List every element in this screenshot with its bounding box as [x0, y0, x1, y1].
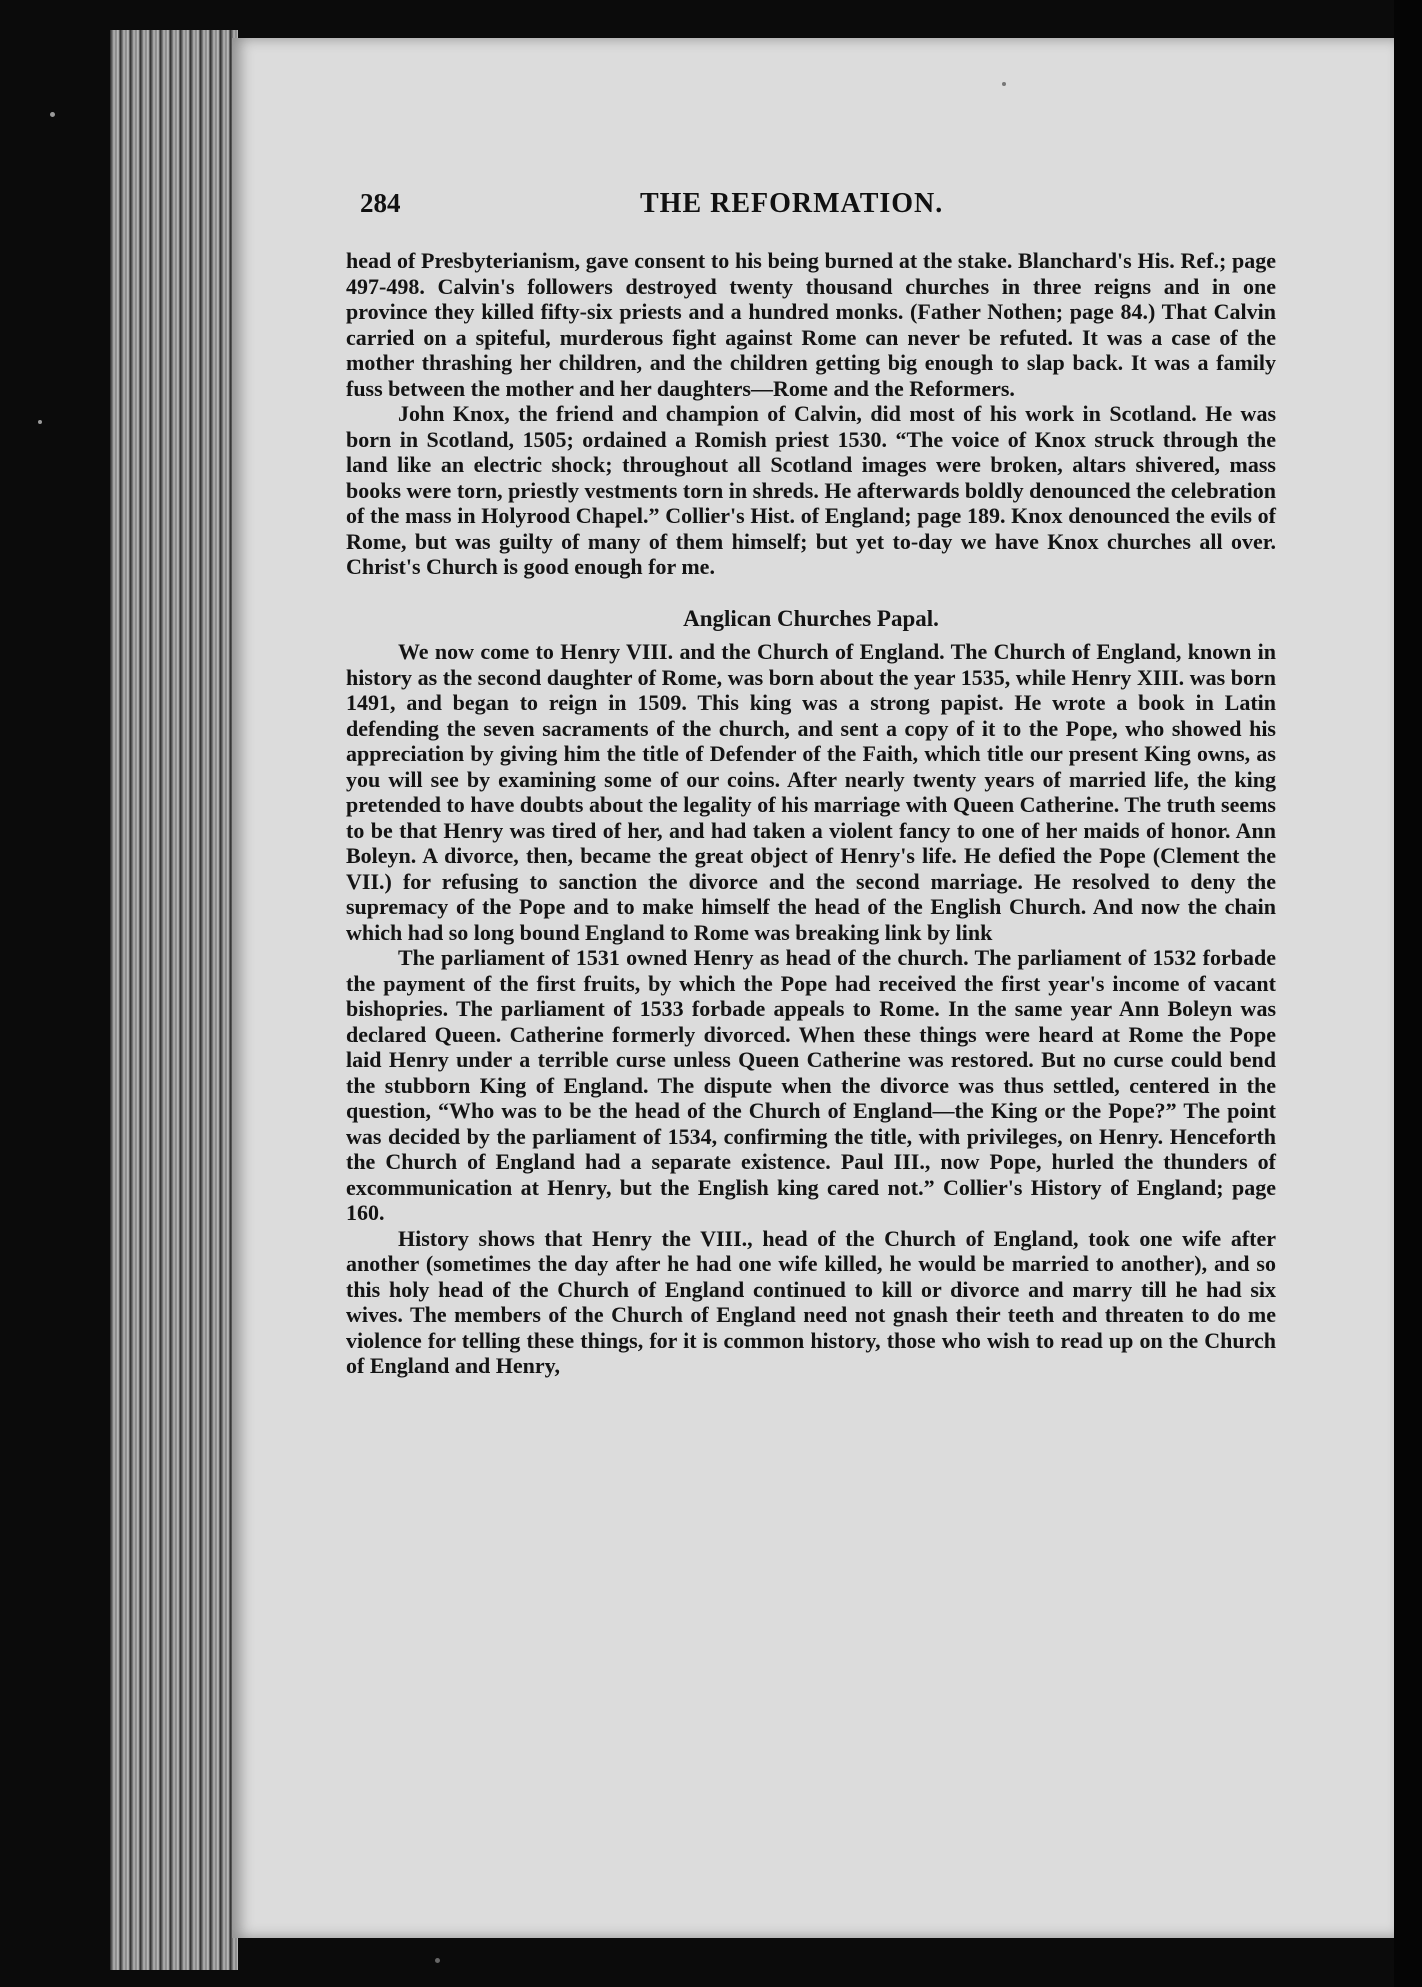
- dust-speck: [38, 420, 42, 424]
- paragraph: John Knox, the friend and champion of Calvin, did most of his work in Scotland. He was born in Scotland, 1505; ordained a Romish priest 1530. “The voice of Knox struck through the land like an electric shock; throughout all Scotland images were broken, altars shivered, mass books were torn, priestly vestments torn in shreds. He afterwards boldly denounced the celebration of the mass in Holyrood Chapel.” Collier's Hist. of England; page 189. Knox denounced the evils of Rome, but was guilty of many of them himself; but yet to-day we have Knox churches all over. Christ's Church is good enough for me.: [346, 401, 1276, 579]
- page-number: 284: [360, 188, 401, 218]
- facing-page-edge: [1394, 0, 1422, 1987]
- paragraph: head of Presbyterianism, gave consent to his being burned at the stake. Blanchard's His. Ref.; page 497-498. Calvin's followers destroyed twenty thousand churches in three reigns and in one province they killed fifty-six priests and a hundred monks. (Father Nothen; page 84.) That Calvin carried on a spiteful, murderous fight against Rome can never be refuted. It was a case of the mother thrashing her children, and the children getting big enough to slap back. It was a family fuss between the mother and her daughters—Rome and the Reformers.: [346, 248, 1276, 401]
- dust-speck: [1002, 82, 1006, 86]
- book-page-edges: [110, 30, 238, 1970]
- dust-speck: [435, 1958, 440, 1963]
- section-heading: Anglican Churches Papal.: [683, 605, 939, 631]
- running-title: THE REFORMATION.: [640, 188, 944, 219]
- paragraph: We now come to Henry VIII. and the Church of England. The Church of England, known in history as the second daughter of Rome, was born about the year 1535, while Henry XIII. was born 1491, and began to reign in 1509. This king was a strong papist. He wrote a book in Latin defending the seven sacraments of the church, and sent a copy of it to the Pope, who showed his appreciation by giving him the title of Defender of the Faith, which title our present King owns, as you will see by examining some of our coins. After nearly twenty years of married life, the king pretended to have doubts about the legality of his marriage with Queen Catherine. The truth seems to be that Henry was tired of her, and had taken a violent fancy to one of her maids of honor. Ann Boleyn. A divorce, then, became the great object of Henry's life. He defied the Pope (Clement the VII.) for refusing to sanction the divorce and the second marriage. He resolved to deny the supremacy of the Pope and to make himself the head of the English Church. And now the chain which had so long bound England to Rome was breaking link by link: [346, 639, 1276, 945]
- dust-speck: [50, 112, 55, 117]
- paragraph: History shows that Henry the VIII., head of the Church of England, took one wife after another (sometimes the day after he had one wife killed, he would be married to another), and so this holy head of the Church of England continued to kill or divorce and marry till he had six wives. The members of the Church of England need not gnash their teeth and threaten to do me violence for telling these things, for it is common history, those who wish to read up on the Church of England and Henry,: [346, 1225, 1276, 1378]
- page-body: [346, 248, 1276, 1379]
- paragraph: The parliament of 1531 owned Henry as head of the church. The parliament of 1532 forbade the payment of the first fruits, by which the Pope had received the first year's income of vacant bishopries. The parliament of 1533 forbade appeals to Rome. In the same year Ann Boleyn was declared Queen. Catherine formerly divorced. When these things were heard at Rome the Pope laid Henry under a terrible curse unless Queen Catherine was restored. But no curse could bend the stubborn King of England. The dispute when the divorce was thus settled, centered in the question, “Who was to be the head of the Church of England—the King or the Pope?” The point was decided by the parliament of 1534, confirming the title, with privileges, on Henry. Henceforth the Church of England had a separate existence. Paul III., now Pope, hurled the thunders of excommunication at Henry, but the English king cared not.” Collier's History of England; page 160.: [346, 945, 1276, 1225]
- page-header: [360, 188, 1300, 228]
